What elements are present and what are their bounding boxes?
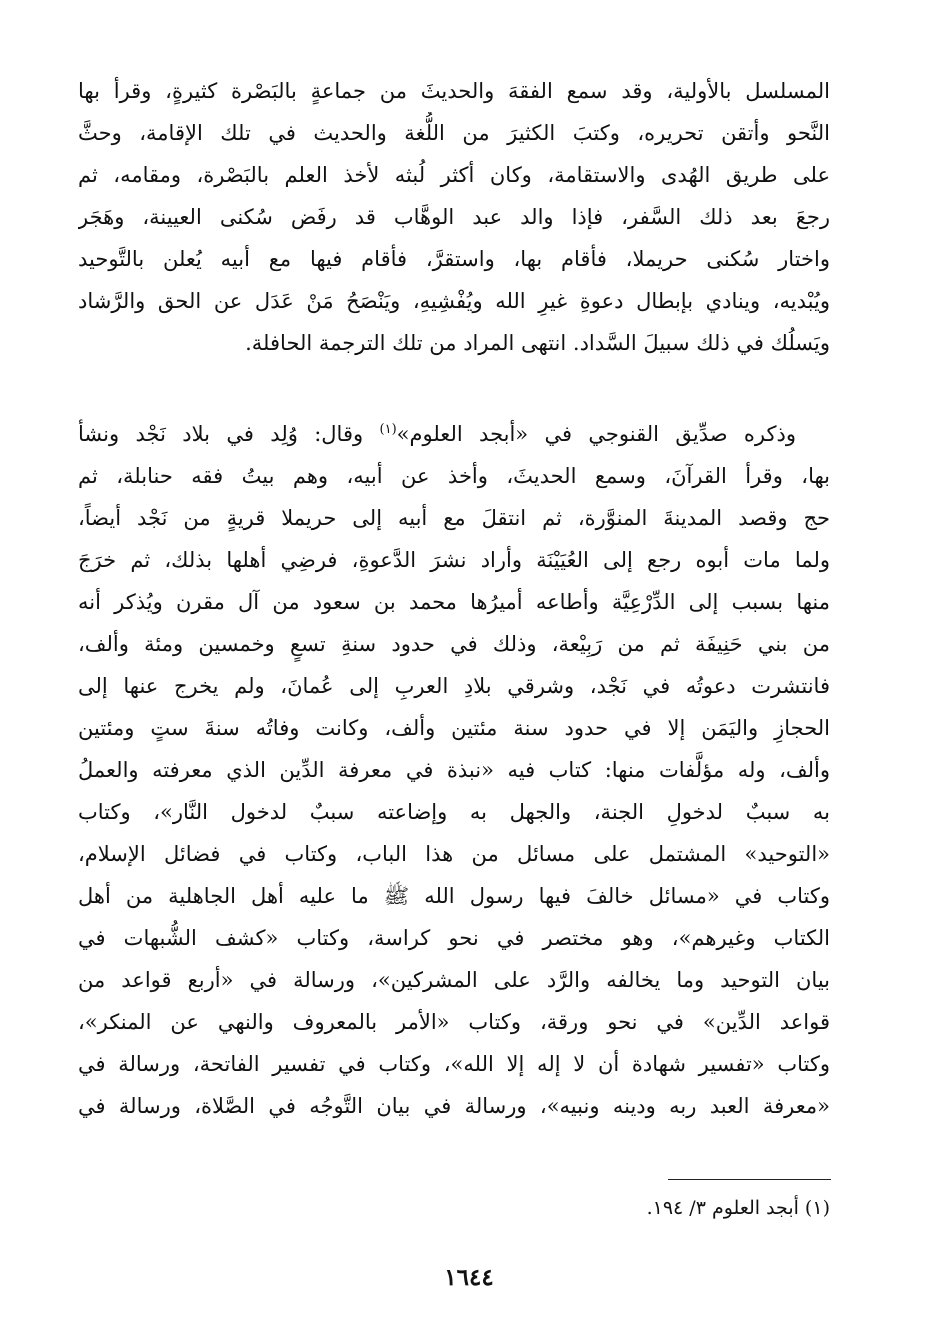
text-run: وذكره صدِّيق القنوجي في «أبجد العلوم» bbox=[396, 422, 796, 446]
text-line: وكتاب في «مسائل خالفَ فيها رسول الله ﷺ ما عليه أهل الجاهلية من أهل bbox=[78, 884, 830, 908]
text-line: على طريق الهُدى والاستقامة، وكان أكثر لُبثه لأخذ العلم بالبَصْرة، ومقامه، ثم bbox=[78, 163, 830, 187]
footnote-separator bbox=[668, 1179, 831, 1180]
text-line: ويُبْديه، وينادي بإبطال دعوةِ غيرِ الله ويُفْشِيهِ، ويَنْصَحُ مَنْ عَدَل عن الحق والرَّشاد bbox=[78, 289, 830, 313]
text-line: الكتاب وغيرهم»، وهو مختصر في نحو كراسة، وكتاب «كشف الشُّبهات في bbox=[78, 926, 830, 950]
footnote-reference[interactable]: (١) bbox=[379, 422, 397, 437]
text-line: ولما مات أبوه رجع إلى العُيَيْنَة وأراد نشرَ الدَّعوةِ، فرضِي أهلها بذلك، ثم خرَجَ bbox=[78, 548, 830, 572]
text-line: النَّحو وأتقن تحريره، وكتبَ الكثيرَ من اللُّغة والحديث في تلك الإقامة، وحثَّ bbox=[78, 121, 830, 145]
text-line: فانتشرت دعوتُه في نَجْد، وشرقي بلادِ العربِ إلى عُمانَ، ولم يخرج عنها إلى bbox=[78, 674, 830, 698]
footnote: (١) أبجد العلوم ٣/ ١٩٤. bbox=[646, 1197, 830, 1219]
paragraph-2 bbox=[78, 413, 830, 1127]
text-line: بيان التوحيد وما يخالفه والرَّد على المشركين»، ورسالة في «أربع قواعد من bbox=[78, 968, 830, 992]
text-line: رجعَ بعد ذلك السَّفر، فإذا والد عبد الوهَّاب قد رفَض سُكنى العيينة، وهَجَر bbox=[78, 205, 830, 229]
text-line: وألف، وله مؤلَّفات منها: كتاب فيه «نبذة في معرفة الدِّين الذي معرفته والعملُ bbox=[78, 758, 830, 782]
text-run: وقال: وُلِد في بلاد نَجْد ونشأ bbox=[78, 422, 380, 446]
paragraph-2-first-line bbox=[78, 413, 830, 455]
text-line: الحجازِ واليَمَن إلا في حدود سنة مئتين وألف، وكانت وفاتُه سنةَ ستٍ ومئتين bbox=[78, 716, 830, 740]
text-line: بها، وقرأ القرآنَ، وسمع الحديثَ، وأخذ عن أبيه، وهم بيتُ فقه حنابلة، ثم bbox=[78, 464, 830, 488]
text-line: ويَسلُك في ذلك سبيلَ السَّداد. انتهى المراد من تلك الترجمة الحافلة. bbox=[245, 331, 830, 355]
text-line: قواعد الدِّين» في نحو ورقة، وكتاب «الأمر بالمعروف والنهي عن المنكر»، bbox=[78, 1010, 830, 1034]
text-line: منها بسبب إلى الدِّرْعِيَّة وأطاعه أميرُها محمد بن سعود من آل مقرن ويُذكر أنه bbox=[78, 590, 830, 614]
page-number: ١٦٤٤ bbox=[444, 1264, 494, 1291]
text-line: به سببٌ لدخولِ الجنة، والجهل به وإضاعته سببٌ لدخول النَّار»، وكتاب bbox=[78, 800, 830, 824]
text-line: المسلسل بالأولية، وقد سمع الفقهَ والحديثَ من جماعةٍ بالبَصْرة كثيرةٍ، وقرأ بها bbox=[78, 79, 830, 103]
paragraph-1 bbox=[78, 70, 830, 364]
text-line: «معرفة العبد ربه ودينه ونبيه»، ورسالة في بيان التَّوجُه في الصَّلاة، ورسالة في bbox=[78, 1094, 830, 1118]
text-line: وكتاب «تفسير شهادة أن لا إله إلا الله»، وكتاب في تفسير الفاتحة، ورسالة في bbox=[78, 1052, 830, 1076]
text-line: حج وقصد المدينةَ المنوَّرة، ثم انتقلَ مع أبيه إلى حريملا قريةٍ من نَجْد أيضاً، bbox=[78, 506, 830, 530]
text-line: «التوحيد» المشتمل على مسائل من هذا الباب، وكتاب في فضائل الإسلام، bbox=[78, 842, 830, 866]
text-line: واختار سُكنى حريملا، فأقام بها، واستقرَّ، فأقام فيها مع أبيه يُعلن بالتَّوحيد bbox=[78, 247, 830, 271]
text-line: من بني حَنِيفَة ثم من رَبِيْعة، وذلك في حدود سنةِ تسعٍ وخمسين ومئة وألف، bbox=[78, 632, 830, 656]
